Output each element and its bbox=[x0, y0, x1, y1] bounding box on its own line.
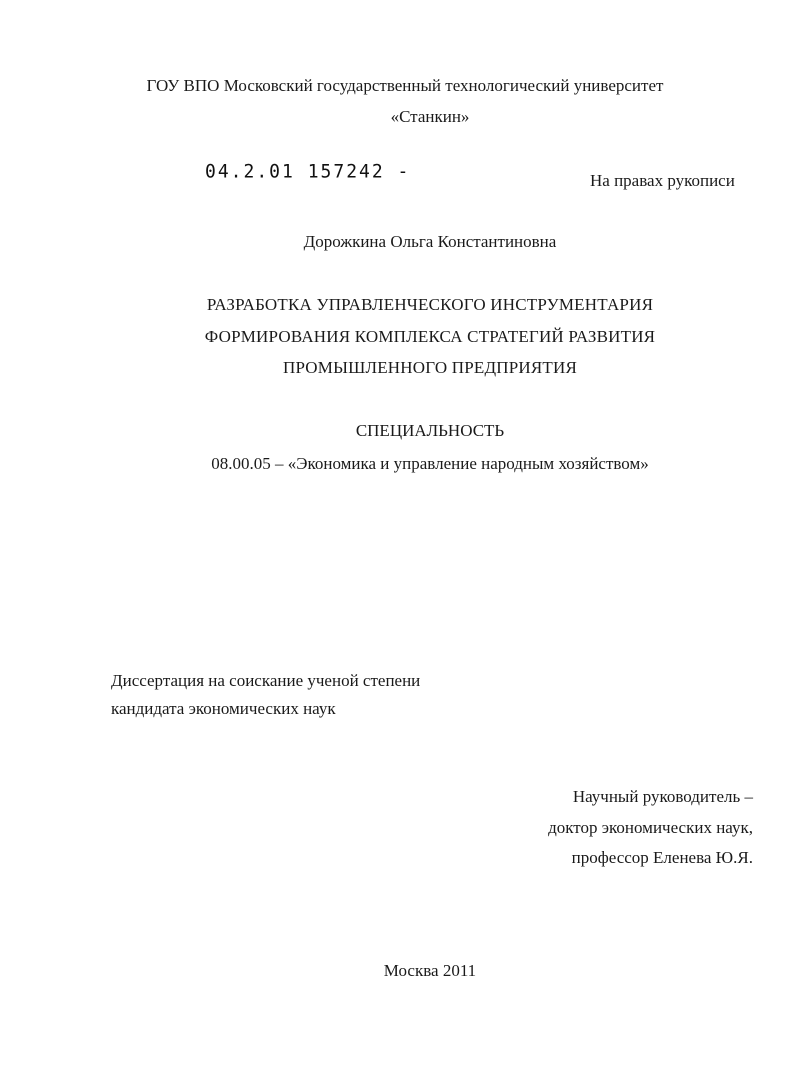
supervisor-line-1: Научный руководитель – bbox=[572, 787, 753, 806]
title-line-2: ФОРМИРОВАНИЯ КОМПЛЕКСА СТРАТЕГИЙ РАЗВИТИЯ bbox=[204, 327, 656, 346]
university-name: «Станкин» bbox=[390, 107, 470, 126]
title-line-1: РАЗРАБОТКА УПРАВЛЕНЧЕСКОГО ИНСТРУМЕНТАРИЯ bbox=[206, 295, 654, 314]
manuscript-rights: На правах рукописи bbox=[590, 171, 735, 190]
specialty-code: 08.00.05 – «Экономика и управление народным хозяйством» bbox=[211, 454, 649, 473]
city-year: Москва 2011 bbox=[383, 961, 477, 980]
university-line: ГОУ ВПО Московский государственный технологический университет bbox=[146, 76, 664, 95]
supervisor-line-2: доктор экономических наук, bbox=[548, 818, 753, 837]
dissertation-line-2: кандидата экономических наук bbox=[111, 699, 336, 718]
author-name: Дорожкина Ольга Константиновна bbox=[303, 232, 557, 251]
supervisor-line-3: профессор Еленева Ю.Я. bbox=[571, 848, 753, 867]
title-line-3: ПРОМЫШЛЕННОГО ПРЕДПРИЯТИЯ bbox=[282, 358, 578, 377]
dissertation-line-1: Диссертация на соискание ученой степени bbox=[111, 671, 421, 690]
specialty-heading: СПЕЦИАЛЬНОСТЬ bbox=[355, 421, 505, 440]
registration-stamp: 04.2.01 157242 - bbox=[205, 160, 411, 183]
